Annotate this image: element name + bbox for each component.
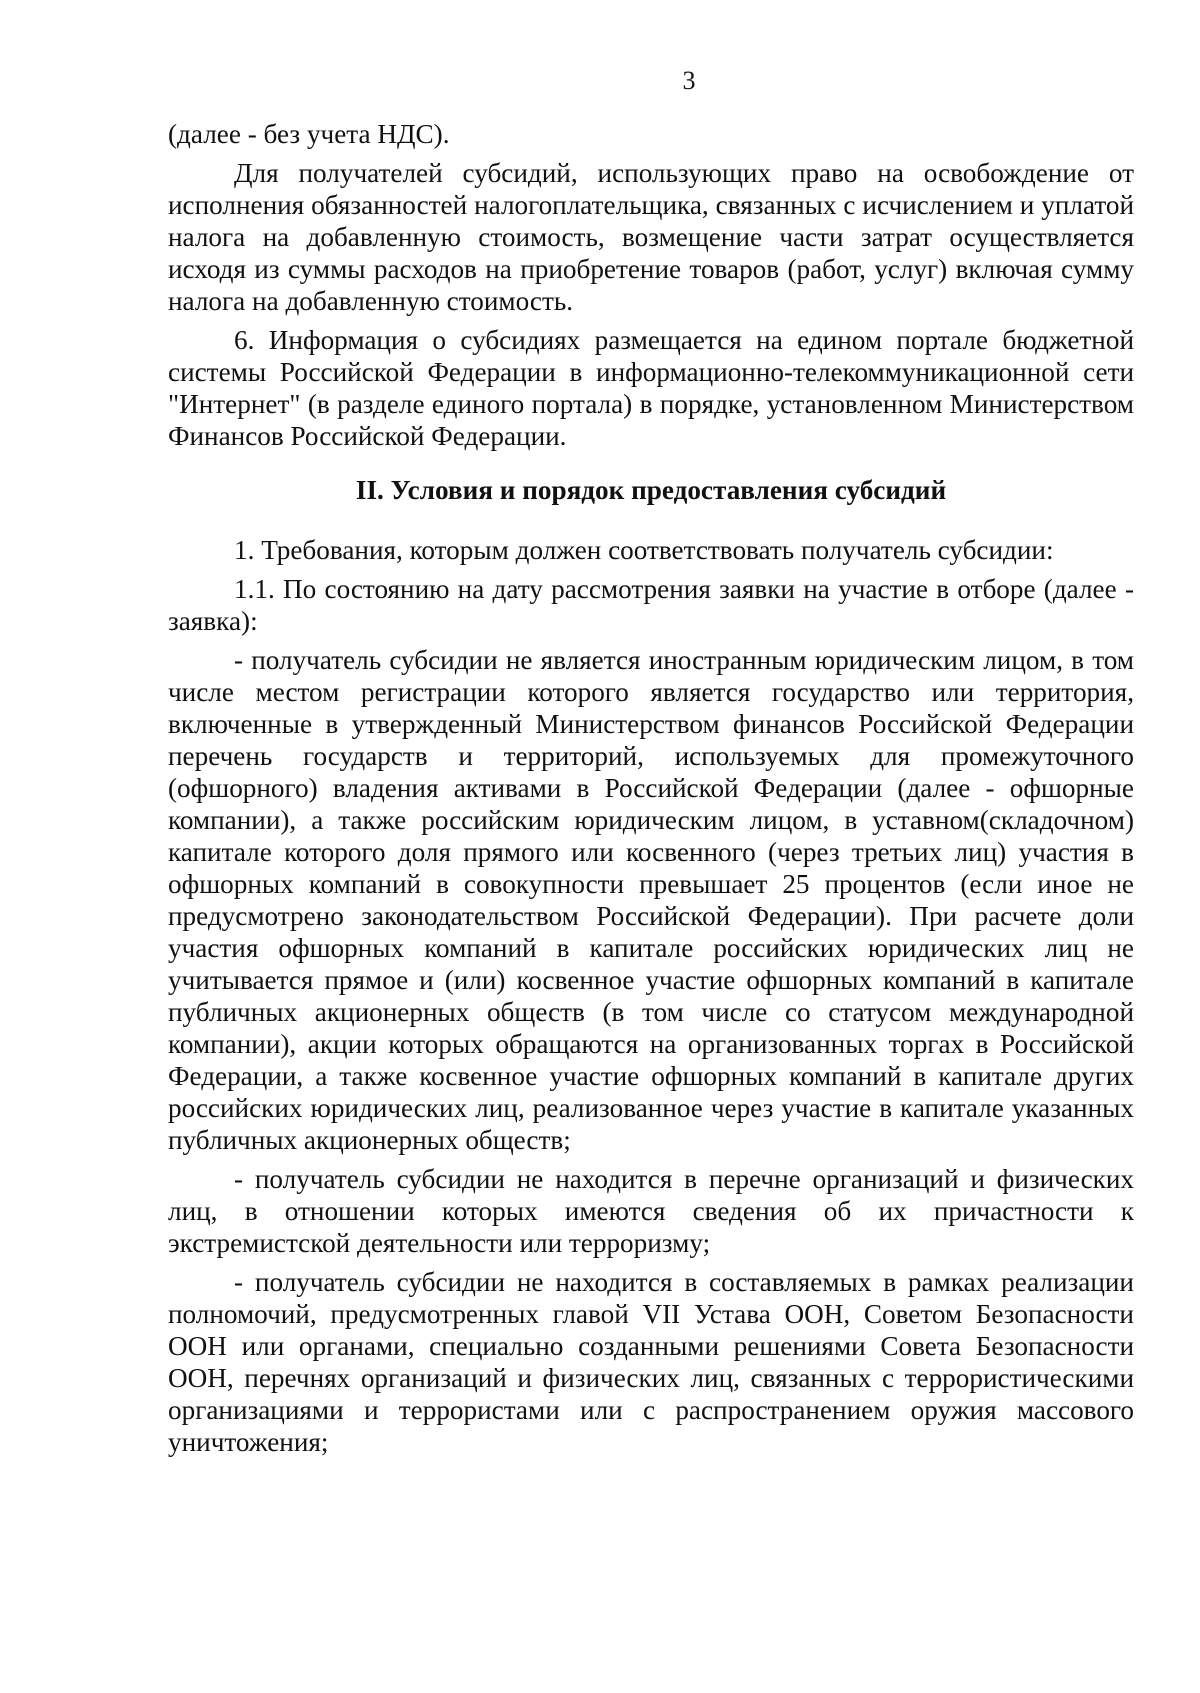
paragraph-vat-note: (далее - без учета НДС).: [168, 119, 450, 149]
paragraph-application-date: 1.1. По состоянию на дату рассмотрения заявки на участие в отборе (далее - заявка):: [168, 574, 1134, 636]
paragraph-vat-exemption: Для получателей субсидий, использующих право на освобождение от исполнения обязанностей налогоплательщика, связанных с исчислением и уплатой налога на добавленную стоимость, возмещение части затрат осуществляется исходя из суммы расходов на приобретение товаров (работ, услуг) включая сумму налога на добавленную стоимость.: [168, 158, 1134, 316]
paragraph-subsidy-info: 6. Информация о субсидиях размещается на едином портале бюджетной системы Российской Федерации в информационно-телекоммуникационной сети "Интернет" (в разделе единого портала) в порядке, установленном Министерством Финансов Российской Федерации.: [168, 325, 1134, 451]
paragraph-extremism: - получатель субсидии не находится в перечне организаций и физических лиц, в отношении которых имеются сведения об их причастности к экстремистской деятельности или терроризму;: [168, 1164, 1134, 1258]
paragraph-offshore: - получатель субсидии не является иностранным юридическим лицом, в том числе местом регистрации которого является государство или территория, включенные в утвержденный Министерством финансов Российской Федерации перечень государств и территорий, используемых для промежуточного (офшорного) владения активами в Российской Федерации (далее - офшорные компании), а также российским юридическим лицом, в уставном(складочном) капитале которого доля прямого или косвенного (через третьих лиц) участия в офшорных компаний в совокупности превышает 25 процентов (если иное не предусмотрено законодательством Российской Федерации). При расчете доли участия офшорных компаний в капитале российских юридических лиц не учитывается прямое и (или) косвенное участие офшорных компаний в капитале публичных акционерных обществ (в том числе со статусом международной компании), акции которых обращаются на организованных торгах в Российской Федерации, а также косвенное участие офшорных компаний в капитале других российских юридических лиц, реализованное через участие в капитале указанных публичных акционерных обществ;: [168, 645, 1134, 1155]
document-body: [168, 118, 1134, 1458]
section-heading: II. Условия и порядок предоставления субсидий: [355, 475, 947, 505]
paragraph-un-lists: - получатель субсидии не находится в составляемых в рамках реализации полномочий, предусмотренных главой VII Устава ООН, Советом Безопасности ООН или органами, специально созданными решениями Совета Безопасности ООН, перечнях организаций и физических лиц, связанных с террористическими организациями и террористами или с распространением оружия массового уничтожения;: [168, 1267, 1134, 1457]
paragraph-requirements: 1. Требования, которым должен соответствовать получатель субсидии:: [234, 535, 1054, 565]
page-number: 3: [682, 66, 696, 95]
